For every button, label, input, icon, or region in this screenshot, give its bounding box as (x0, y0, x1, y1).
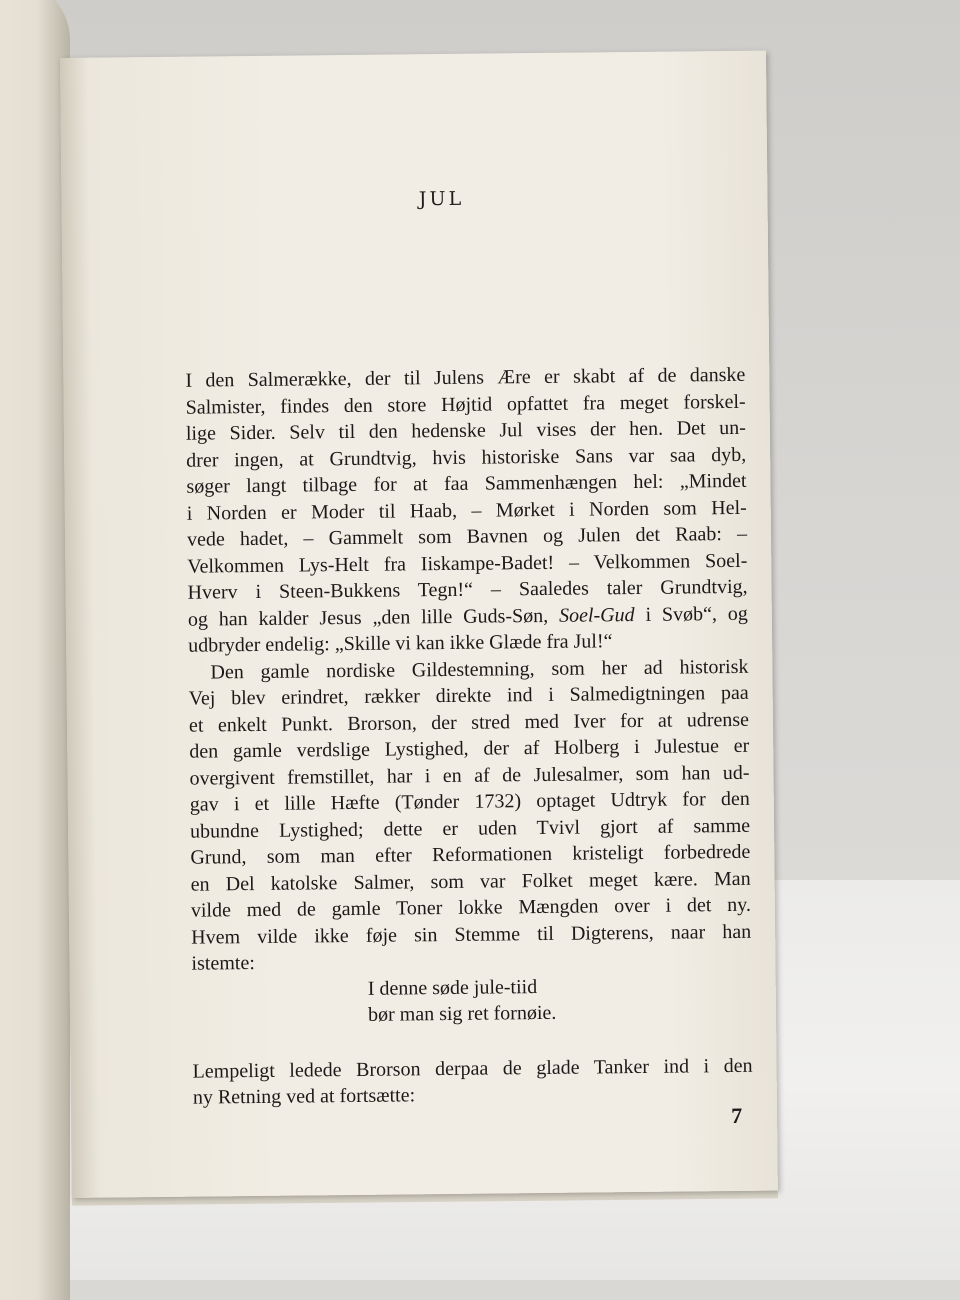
verse-line: I denne søde jule-tiid (367, 975, 538, 1000)
text-line: vede hadet, – Gammelt som Bavnen og Julen det Raab: – (186, 522, 748, 551)
text-line: overgivent fremstillet, har i en af de Julesalmer, som han ud- (189, 761, 750, 790)
text-line: Hverv i Steen-Bukkens Tegn!“ – Saaledes taler Grundtvig, (187, 575, 748, 604)
text-line: Vej blev erindret, rækker direkte ind i Salmedigtningen paa (188, 681, 749, 710)
text-line: vilde med de gamle Toner lokke Mængden over i det ny. (190, 893, 752, 922)
text-line: den gamle verdslige Lystighed, der af Holberg i Julestue er (189, 734, 750, 763)
body-text (185, 362, 753, 1111)
text-line: Den gamle nordiske Gildestemning, som her ad historisk (210, 655, 749, 683)
text-line: Salmister, findes den store Højtid opfattet fra meget forskel- (185, 390, 746, 419)
book-page (60, 51, 778, 1198)
page-number: 7 (730, 1102, 743, 1129)
left-page-edge (0, 0, 70, 1300)
text-line: udbryder endelig: „Skille vi kan ikke Glæde fra Jul!“ (188, 630, 613, 657)
text-line: ubundne Lystighed; dette er uden Tvivl gjort af samme (189, 814, 751, 843)
text-line: i Norden er Moder til Haab, – Mørket i Norden som Hel- (186, 496, 747, 525)
text-line: en Del katolske Salmer, som var Folket meget kære. Man (190, 867, 751, 896)
text-line: I den Salmerække, der til Julens Ære er skabt af de danske (185, 363, 746, 392)
text-line: gav i et lille Hæfte (Tønder 1732) optaget Udtryk for den (189, 787, 750, 816)
text-line: søger langt tilbage for at faa Sammenhængen hel: „Mindet (186, 469, 747, 498)
text-line: istemte: (191, 952, 255, 975)
text-segment: og han kalder Jesus „den lille Guds-Søn, (187, 604, 560, 631)
running-head: JUL (418, 187, 465, 211)
verse-line: bør man sig ret fornøie. (367, 1001, 557, 1026)
text-line: drer ingen, at Grundtvig, hvis historiske Sans var saa dyb, (186, 443, 747, 472)
text-line: Grund, som man efter Reformationen kristeligt forbedrede (190, 840, 751, 869)
text-line: ny Retning ved at fortsætte: (192, 1084, 416, 1109)
text-line: lige Sider. Selv til den hedenske Jul vises der hen. Det un- (185, 416, 747, 445)
italic-term: Soel-Gud (558, 603, 635, 627)
text-line: et enkelt Punkt. Brorson, der stred med Iver for at udrense (188, 708, 750, 737)
text-line: Lempeligt ledede Brorson derpaa de glade Tanker ind i den (192, 1054, 753, 1083)
text-segment: i Svøb“, og (634, 602, 748, 626)
text-line: Velkommen Lys-Helt fra Iiskampe-Badet! – Velkommen Soel- (187, 549, 748, 578)
text-line: Hvem vilde ikke føje sin Stemme til Digterens, naar han (191, 920, 752, 949)
